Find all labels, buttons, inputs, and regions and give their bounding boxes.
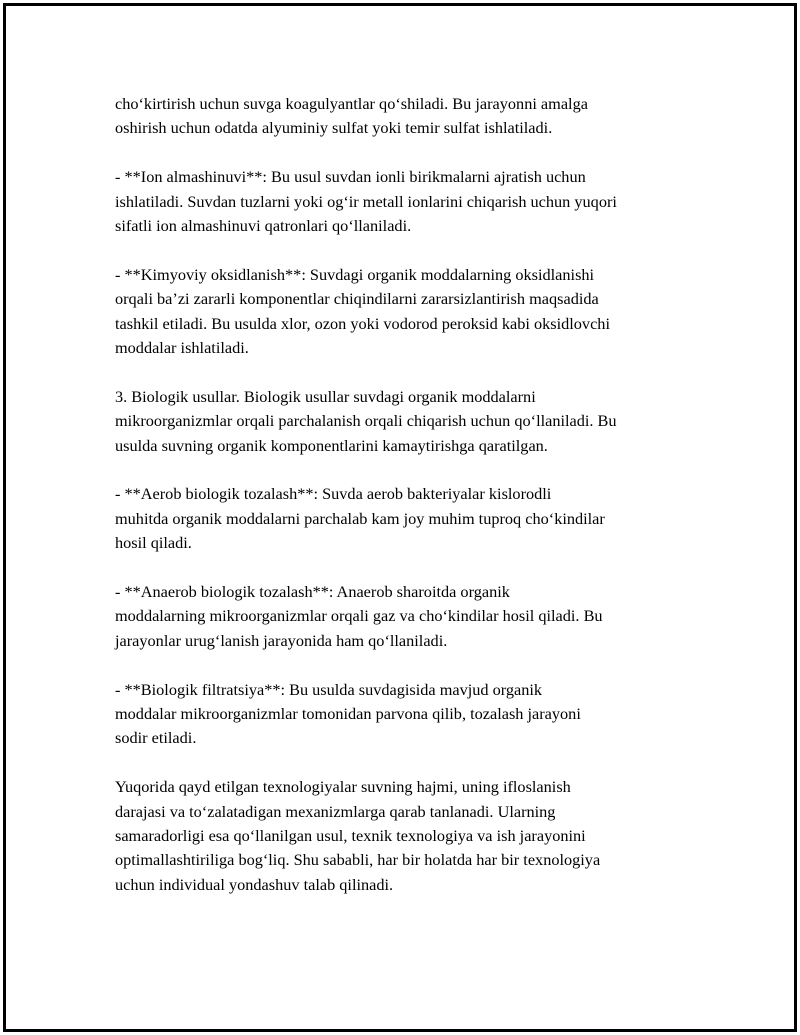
paragraph-gap	[115, 458, 690, 482]
paragraph-anaerobic-treatment: - **Anaerob biologik tozalash**: Anaerob sharoitda organik moddalarning mikroorganizmlar orqali gaz va cho‘kindilar hosil qiladi. Bu jarayonlar urug‘lanish jarayonida ham qo‘llaniladi.	[115, 582, 603, 650]
paragraph-biological-filtration: - **Biologik filtratsiya**: Bu usulda suvdagisida mavjud organik moddalar mikroorganizmlar tomonidan parvona qilib, tozalash jarayoni sodir etiladi.	[115, 679, 581, 748]
paragraph-aerobic-treatment: - **Aerob biologik tozalash**: Suvda aerob bakteriyalar kislorodli muhitda organik moddalarni parchalab kam joy muhim tuproq cho‘kindilar hosil qiladi.	[115, 484, 605, 553]
paragraph-conclusion: Yuqorida qayd etilgan texnologiyalar suvning hajmi, uning ifloslanish darajasi va to‘zalatadigan mexanizmlarga qarab tanlanadi. Ularning samaradorligi esa qo‘llanilgan usul, texnik texnologiya va ish jarayonini optimallashtiriliga bog‘liq. Shu sababli, har bir holatda har bir texnologiya uchun individual yondashuv talab qilinadi.	[115, 777, 601, 894]
paragraph-biological-methods: 3. Biologik usullar. Biologik usullar suvdagi organik moddalarni mikroorganizmlar orqali parchalanish orqali chiqarish uchun qo‘llaniladi. Bu usulda suvning organik komponentlarini kamaytirishga qaratilgan.	[115, 386, 617, 455]
paragraph-gap	[115, 556, 690, 580]
paragraph-gap	[115, 653, 690, 677]
paragraph-gap	[115, 751, 690, 775]
document-body	[115, 92, 690, 897]
paragraph-coagulation: cho‘kirtirish uchun suvga koagulyantlar qo‘shiladi. Bu jarayonni amalga oshirish uchun odatda alyuminiy sulfat yoki temir sulfat ishlatiladi.	[115, 94, 588, 138]
paragraph-ion-exchange: - **Ion almashinuvi**: Bu usul suvdan ionli birikmalarni ajratish uchun ishlatiladi. Suvdan tuzlarni yoki og‘ir metall ionlarini chiqarish uchun yuqori sifatli ion almashinuvi qatronlari qo‘llaniladi.	[115, 167, 617, 236]
paragraph-gap	[115, 360, 690, 384]
paragraph-gap	[115, 238, 690, 262]
paragraph-chemical-oxidation: - **Kimyoviy oksidlanish**: Suvdagi organik moddalarning oksidlanishi orqali ba’zi zararli komponentlar chiqindilarni zararsizlantirish maqsadida tashkil etiladi. Bu usulda xlor, ozon yoki vodorod peroksid kabi oksidlovchi moddalar ishlatiladi.	[115, 264, 610, 358]
paragraph-gap	[115, 141, 690, 165]
